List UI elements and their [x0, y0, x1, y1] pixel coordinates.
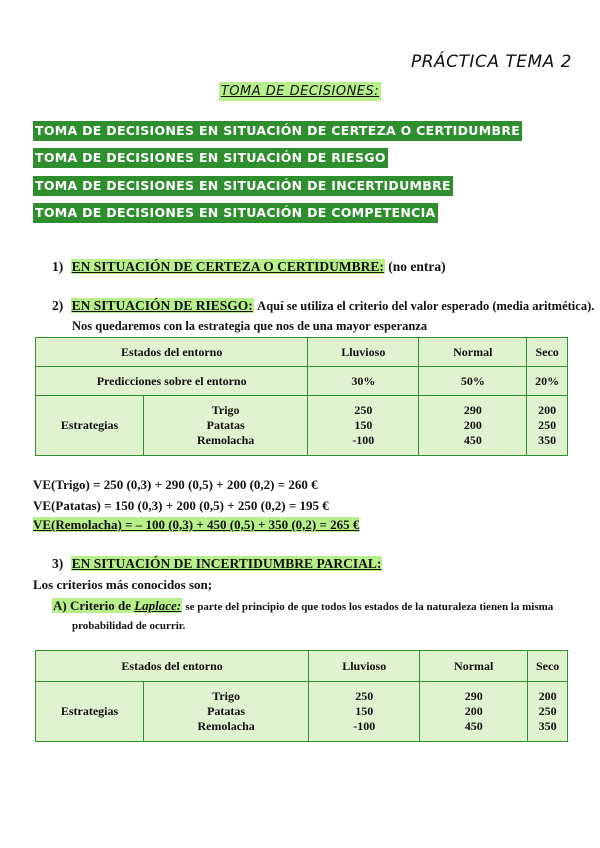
risk-table-values-lluvioso — [308, 396, 419, 456]
laplace-table-values-lluvioso — [309, 682, 420, 742]
strategy-remolacha: Remolacha — [197, 719, 255, 733]
main-title-text: TOMA DE DECISIONES: — [220, 84, 380, 99]
criterion-text: se parte del principio de que todos los estados de la naturaleza tienen la misma — [185, 601, 554, 613]
value-cell: 200 — [463, 418, 482, 432]
risk-table-values-seco — [527, 396, 568, 456]
section-2-title: EN SITUACIÓN DE RIESGO: — [71, 298, 253, 313]
criterion-laplace — [52, 598, 553, 614]
value-cell: 250 — [538, 418, 557, 432]
risk-table-values-normal — [419, 396, 527, 456]
section-2 — [52, 298, 594, 314]
equation-remolacha — [33, 517, 359, 533]
criterion-text-2-line — [72, 617, 185, 633]
risk-table-prediction-lluvioso: 30% — [308, 367, 419, 396]
section-3-title: EN SITUACIÓN DE INCERTIDUMBRE PARCIAL: — [71, 556, 382, 571]
criterion-name: Laplace: — [134, 598, 182, 613]
section-1-title: EN SITUACIÓN DE CERTEZA O CERTIDUMBRE: — [71, 259, 384, 274]
criterion-text-2: probabilidad de ocurrir. — [72, 620, 186, 632]
topic-incertidumbre: TOMA DE DECISIONES EN SITUACIÓN DE INCERTIDUMBRE — [33, 176, 453, 196]
strategy-trigo: Trigo — [212, 689, 240, 703]
value-cell: 350 — [538, 433, 557, 447]
section-3 — [52, 556, 382, 572]
value-cell: -100 — [353, 719, 376, 733]
topic-competencia: TOMA DE DECISIONES EN SITUACIÓN DE COMPETENCIA — [33, 203, 438, 223]
value-cell: 450 — [464, 719, 483, 733]
value-cell: 150 — [354, 418, 373, 432]
value-cell: 200 — [538, 689, 557, 703]
value-cell: 250 — [538, 704, 557, 718]
laplace-table-col-lluvioso: Lluvioso — [309, 651, 420, 682]
topic-riesgo: TOMA DE DECISIONES EN SITUACIÓN DE RIESGO — [33, 148, 388, 168]
section-1-note: (no entra) — [388, 259, 446, 274]
strategy-remolacha: Remolacha — [196, 433, 255, 447]
laplace-table-values-normal — [420, 682, 528, 742]
section-3-number: 3) — [52, 556, 64, 571]
section-2-number: 2) — [52, 298, 64, 313]
risk-table-strategies-label: Estrategias — [36, 396, 144, 456]
section-1 — [52, 259, 446, 275]
risk-table — [35, 337, 568, 456]
section-1-number: 1) — [52, 259, 64, 274]
value-cell: 250 — [354, 403, 373, 417]
equation-trigo: VE(Trigo) = 250 (0,3) + 290 (0,5) + 200 (0,2) = 260 € — [33, 477, 318, 492]
risk-table-header-label: Estados del entorno — [36, 338, 308, 367]
main-title — [0, 82, 600, 100]
laplace-table-col-normal: Normal — [420, 651, 528, 682]
laplace-table-header-label: Estados del entorno — [36, 651, 309, 682]
value-cell: 200 — [464, 704, 483, 718]
value-cell: 150 — [355, 704, 374, 718]
risk-table-predictions-label: Predicciones sobre el entorno — [36, 367, 308, 396]
laplace-table-col-seco: Seco — [528, 651, 568, 682]
laplace-table-strategies — [144, 682, 309, 742]
value-cell: 290 — [464, 689, 483, 703]
laplace-table-strategies-label: Estrategias — [36, 682, 144, 742]
risk-table-col-lluvioso: Lluvioso — [308, 338, 419, 367]
criterion-laplace-label — [52, 598, 182, 613]
section-2-description: Aquí se utiliza el criterio del valor esperado (media aritmética). — [257, 299, 595, 313]
strategy-patatas: Patatas — [206, 418, 245, 432]
page-header-title: PRÁCTICA TEMA 2 — [410, 52, 572, 72]
risk-table-prediction-normal: 50% — [419, 367, 527, 396]
equation-patatas: VE(Patatas) = 150 (0,3) + 200 (0,5) + 250 (0,2) = 195 € — [33, 498, 329, 513]
laplace-table — [35, 650, 568, 742]
laplace-table-values-seco — [528, 682, 568, 742]
risk-table-prediction-seco: 20% — [527, 367, 568, 396]
equation-remolacha-text: VE(Remolacha) = – 100 (0,3) + 450 (0,5) + 350 (0,2) = 265 € — [33, 517, 360, 532]
value-cell: 290 — [463, 403, 482, 417]
risk-table-strategies — [144, 396, 308, 456]
value-cell: -100 — [352, 433, 375, 447]
criterion-prefix: A) Criterio de — [53, 598, 135, 613]
risk-table-col-normal: Normal — [419, 338, 527, 367]
value-cell: 350 — [538, 719, 557, 733]
section-3-intro: Los criterios más conocidos son; — [33, 577, 213, 592]
value-cell: 250 — [355, 689, 374, 703]
risk-table-col-seco: Seco — [527, 338, 568, 367]
value-cell: 200 — [538, 403, 557, 417]
topic-certeza: TOMA DE DECISIONES EN SITUACIÓN DE CERTEZA O CERTIDUMBRE — [33, 121, 522, 141]
strategy-patatas: Patatas — [207, 704, 246, 718]
value-cell: 450 — [463, 433, 482, 447]
strategy-trigo: Trigo — [211, 403, 240, 417]
section-2-description-2: Nos quedaremos con la estrategia que nos de una mayor esperanza — [72, 319, 428, 333]
